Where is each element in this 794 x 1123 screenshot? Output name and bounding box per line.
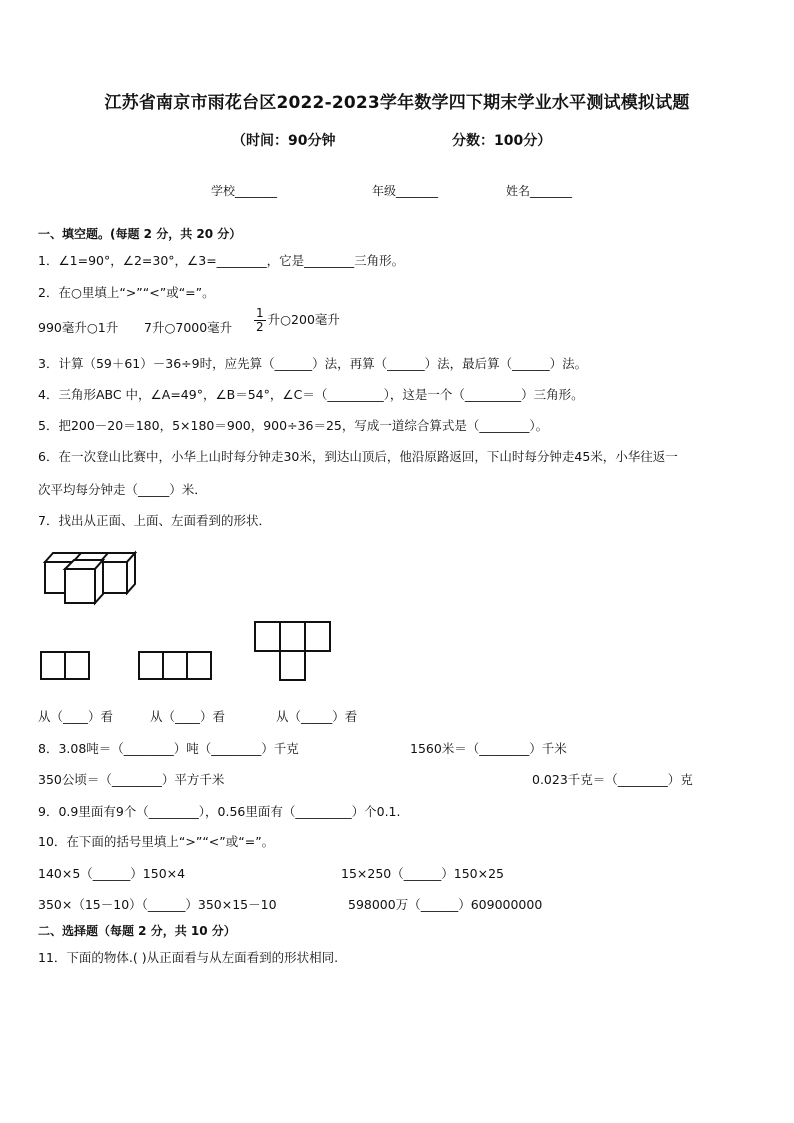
question-2-item-b: 7升○7000毫升 [144, 320, 233, 335]
name-field: 姓名_______ [506, 184, 573, 198]
question-5: 5．把200－20＝180，5×180＝900，900÷36＝25，写成一道综合算式是（________）。 [38, 418, 549, 433]
view-t-shape [254, 621, 332, 681]
question-2-item-c: $\frac{1}{2}$ 升○200毫升 [256, 306, 340, 334]
question-6-line-2: 次平均每分钟走（_____）米． [38, 482, 207, 497]
question-10-item-4: 598000万（______）609000000 [348, 897, 543, 912]
question-6-line-1: 6．在一次登山比赛中，小华上山时每分钟走30米，到达山顶后，他沿原路返回，下山时每分钟走45米，小华往返一 [38, 449, 678, 464]
view-label-3: 从（_____）看 [276, 709, 358, 724]
question-8-a: 8．3.08吨＝（________）吨（________）千克 [38, 741, 299, 756]
page-title: 江苏省南京市雨花台区2022-2023学年数学四下期末学业水平测试模拟试题 [104, 93, 690, 113]
question-11: 11．下面的物体.( )从正面看与从左面看到的形状相同. [38, 950, 339, 965]
exam-score: 分数：100分） [452, 133, 552, 149]
question-3: 3．计算（59＋61）－36÷9时，应先算（______）法，再算（______）法，最后算（______）法。 [38, 356, 588, 371]
question-10-item-3: 350×（15－10）（______）350×15－10 [38, 897, 277, 912]
fraction-one-half: $\frac{1}{2}$ [256, 306, 264, 334]
question-7: 7．找出从正面、上面、左面看到的形状． [38, 513, 271, 528]
question-4: 4．三角形ABC 中，∠A=49°，∠B＝54°，∠C＝（_________），这是一个（_________）三角形。 [38, 387, 584, 402]
question-1: 1．∠1=90°，∠2=30°，∠3=________，它是________三角形。 [38, 253, 405, 268]
section-1-heading: 一、填空题。(每题 2 分，共 20 分） [38, 227, 242, 241]
question-2-item-a: 990毫升○1升 [38, 320, 119, 335]
question-8-c: 350公顷＝（________）平方千米 [38, 772, 225, 787]
question-2: 2．在○里填上“>”“<”或“=”。 [38, 285, 215, 300]
grade-field: 年级_______ [372, 184, 439, 198]
view-three-squares [138, 651, 212, 681]
question-9: 9．0.9里面有9个（________），0.56里面有（_________）个0.1. [38, 804, 401, 819]
section-2-heading: 二、选择题（每题 2 分，共 10 分） [38, 924, 236, 938]
question-8-b: 1560米＝（________）千米 [410, 741, 567, 756]
question-10: 10．在下面的括号里填上“>”“<”或“=”。 [38, 834, 275, 849]
view-label-1: 从（____）看 [38, 709, 114, 724]
school-field: 学校_______ [211, 184, 278, 198]
question-10-item-1: 140×5（______）150×4 [38, 866, 186, 881]
question-8-d: 0.023千克＝（________）克 [532, 772, 693, 787]
cube-solid-figure [44, 548, 144, 608]
view-two-squares [40, 651, 90, 681]
question-10-item-2: 15×250（______）150×25 [341, 866, 504, 881]
view-label-2: 从（____）看 [150, 709, 226, 724]
exam-time: （时间：90分钟 [232, 133, 336, 149]
